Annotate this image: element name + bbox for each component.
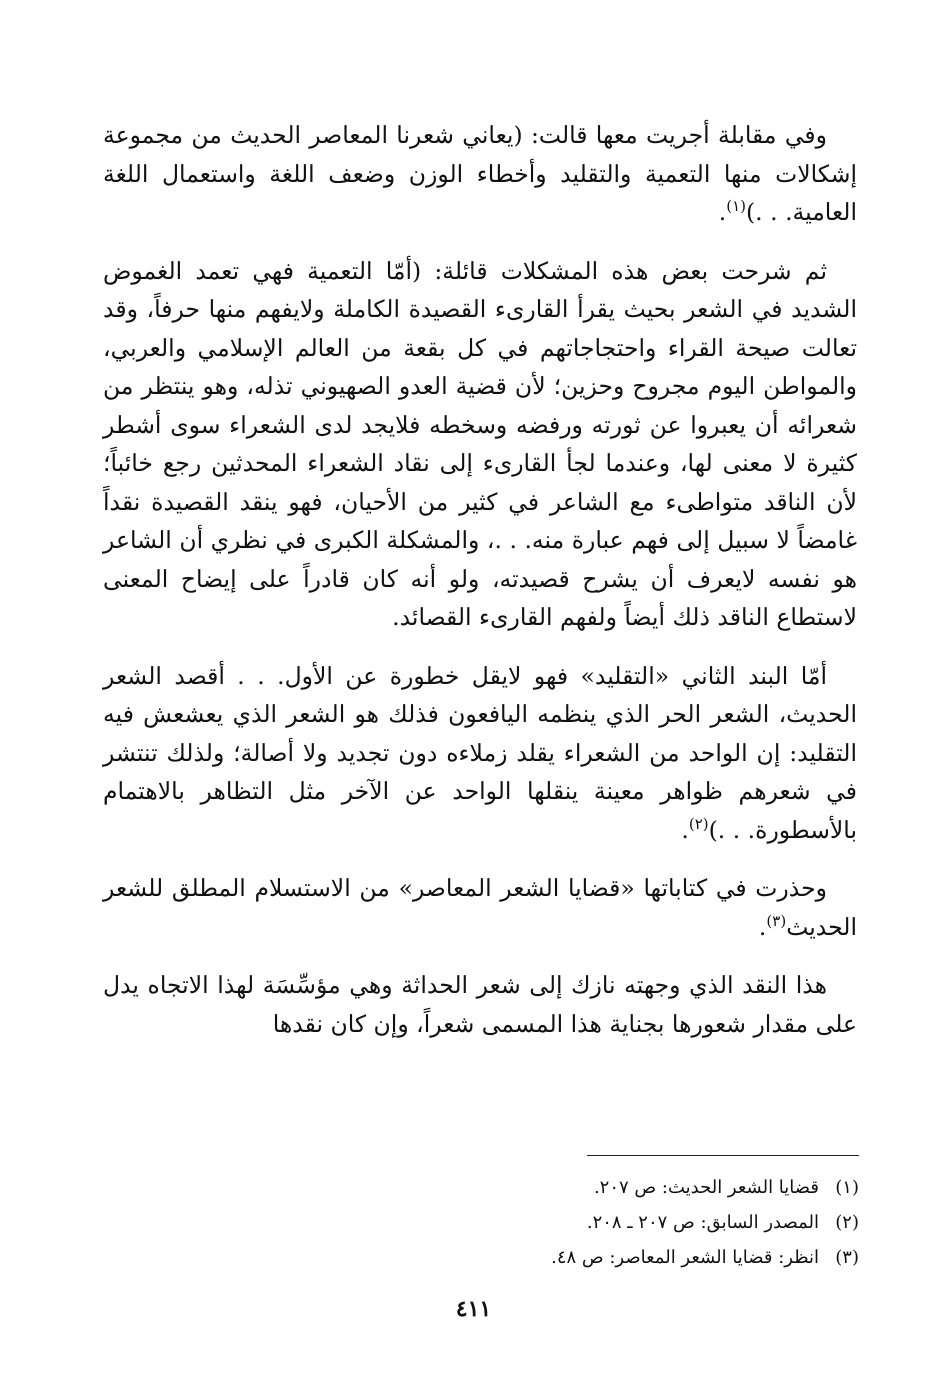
paragraph-text: ثم شرحت بعض هذه المشكلات قائلة: (أمّا التعمية فهي تعمد الغموض الشديد في الشعر بحيث يقرأ القارىء القصيدة الكاملة ولايفهم منها حرفاً، وقد تعالت صيحة القراء واحتجاجاتهم في كل بقعة من العالم الإسلامي والعربي، والمواطن اليوم مجروح وحزين؛ لأن قضية العدو الصهيوني تذله، وهو ينتظر من شعرائه أن يعبروا عن ثورته ورفضه وسخطه فلايجد لدى الشعراء سوى أشطر كثيرة لا معنى لها، وعندما لجأ القارىء إلى نقاد الشعراء المحدثين رجع خائباً؛ لأن الناقد متواطىء مع الشاعر في كثير من الأحيان، فهو ينقد القصيدة نقداً غامضاً لا سبيل إلى فهم عبارة منه. . .، والمشكلة الكبرى في نظري أن الشاعر هو نفسه لايعرف أن يشرح قصيدته، ولو أنه كان قادراً على إيضاح المعنى لاستطاع الناقد ذلك أيضاً ولفهم القارىء القصائد. xyxy=(103,256,857,631)
footnote-number: (٢) xyxy=(835,1212,859,1233)
paragraph-4 xyxy=(103,869,857,946)
paragraph-tail: . xyxy=(681,815,689,844)
paragraph-1 xyxy=(103,116,857,232)
main-text xyxy=(103,116,857,1063)
page-number: ٤١١ xyxy=(455,1296,492,1322)
footnote-ref-3: (٣) xyxy=(766,911,787,930)
footnote-ref-1: (١) xyxy=(726,197,747,216)
footnote-ref-2: (٢) xyxy=(688,814,709,833)
paragraph-text: وفي مقابلة أجريت معها قالت: (يعاني شعرنا المعاصر الحديث من مجموعة إشكالات منها التعمية والتقليد وأخطاء الوزن وضعف اللغة واستعمال اللغة العامية. . .) xyxy=(103,121,857,226)
paragraph-2 xyxy=(103,252,857,637)
footnote-1 xyxy=(259,1170,859,1205)
paragraph-tail: . xyxy=(758,912,767,941)
paragraph-5 xyxy=(103,966,857,1043)
paragraph-3 xyxy=(103,657,857,850)
footnote-text: قضايا الشعر الحديث: ص ٢٠٧. xyxy=(593,1177,819,1198)
footnote-number: (٣) xyxy=(835,1247,859,1268)
paragraph-text: هذا النقد الذي وجهته نازك إلى شعر الحداثة وهي مؤسِّسَة لهذا الاتجاه يدل على مقدار شعورها بجناية هذا المسمى شعراً، وإن كان نقدها xyxy=(103,971,857,1038)
footnote-2 xyxy=(259,1205,859,1240)
paragraph-tail: . xyxy=(718,198,727,226)
footnote-divider xyxy=(587,1155,859,1156)
footnote-3 xyxy=(259,1240,859,1275)
footnote-text: المصدر السابق: ص ٢٠٧ ـ ٢٠٨. xyxy=(586,1212,819,1233)
footnote-text: انظر: قضايا الشعر المعاصر: ص ٤٨. xyxy=(551,1247,819,1268)
footnotes xyxy=(259,1170,859,1275)
footnote-number: (١) xyxy=(835,1177,859,1198)
paragraph-text: وحذرت في كتاباتها «قضايا الشعر المعاصر» من الاستسلام المطلق للشعر الحديث xyxy=(103,874,857,941)
paragraph-text: أمّا البند الثاني «التقليد» فهو لايقل خطورة عن الأول. . . أقصد الشعر الحديث، الشعر الحر الذي ينظمه اليافعون فذلك هو الشعر الذي يعشعش فيه التقليد: إن الواحد من الشعراء يقلد زملاءه دون تجديد ولا أصالة؛ ولذلك تنتشر في شعرهم ظواهر معينة ينقلها الواحد عن الآخر مثل التظاهر بالاهتمام بالأسطورة. . .) xyxy=(103,661,857,844)
